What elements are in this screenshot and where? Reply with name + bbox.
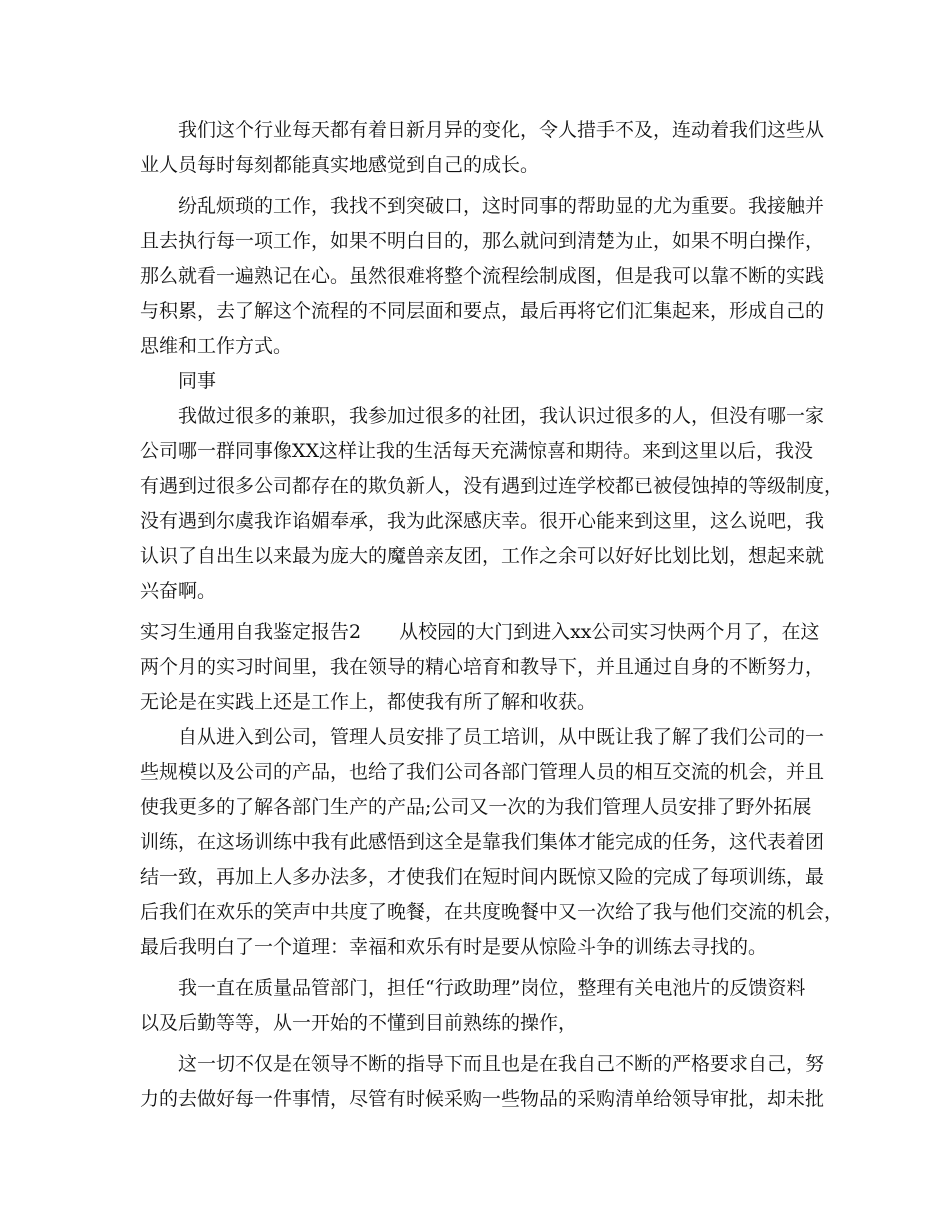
- text-line: 些规模以及公司的产品，也给了我们公司各部门管理人员的相互交流的机会，并且: [140, 761, 825, 783]
- text-line: 那么就看一遍熟记在心。虽然很难将整个流程绘制成图，但是我可以靠不断的实践: [140, 265, 825, 287]
- text-line: 我们这个行业每天都有着日新月异的变化，令人措手不及，连动着我们这些从: [178, 119, 825, 141]
- text-line: 后我们在欢乐的笑声中共度了晚餐，在共度晚餐中又一次给了我与他们交流的机会，: [140, 901, 844, 923]
- text-line: 使我更多的了解各部门生产的产品;公司又一次的为我们管理人员安排了野外拓展: [140, 796, 812, 818]
- section-heading: 同事: [178, 370, 217, 392]
- text-line: 我做过很多的兼职，我参加过很多的社团，我认识过很多的人，但没有哪一家: [178, 405, 825, 427]
- text-line: 兴奋啊。: [140, 580, 217, 602]
- report-title-line: 实习生通用自我鉴定报告2 从校园的大门到进入xx公司实习快两个月了，在这: [140, 621, 820, 643]
- text-line: 训练，在这场训练中我有此感悟到这全是靠我们集体才能完成的任务，这代表着团: [140, 831, 825, 853]
- text-line: 以及后勤等等，从一开始的不懂到目前熟练的操作，: [140, 1012, 578, 1034]
- text-line: 与积累，去了解这个流程的不同层面和要点，最后再将它们汇集起来，形成自己的: [140, 300, 825, 322]
- text-line: 力的去做好每一件事情，尽管有时候采购一些物品的采购清单给领导审批，却未批: [140, 1088, 825, 1110]
- text-line: 最后我明白了一个道理：幸福和欢乐有时是要从惊险斗争的训练去寻找的。: [140, 936, 768, 958]
- text-line: 认识了自出生以来最为庞大的魔兽亲友团，工作之余可以好好比划比划，想起来就: [140, 545, 825, 567]
- text-line: 这一切不仅是在领导不断的指导下而且也是在我自己不断的严格要求自己，努: [178, 1053, 825, 1075]
- text-line: 两个月的实习时间里，我在领导的精心培育和教导下，并且通过自身的不断努力，: [140, 656, 825, 678]
- text-line: 无论是在实践上还是工作上，都使我有所了解和收获。: [140, 691, 597, 713]
- text-line: 有遇到过很多公司都存在的欺负新人，没有遇到过连学校都已被侵蚀掉的等级制度，: [140, 475, 844, 497]
- text-line: 且去执行每一项工作，如果不明白目的，那么就问到清楚为止，如果不明白操作，: [140, 230, 825, 252]
- text-line: 业人员每时每刻都能真实地感觉到自己的成长。: [140, 154, 540, 176]
- text-line: 自从进入到公司，管理人员安排了员工培训，从中既让我了解了我们公司的一: [178, 726, 825, 748]
- text-line: 没有遇到尔虞我诈谄媚奉承，我为此深感庆幸。很开心能来到这里，这么说吧，我: [140, 510, 825, 532]
- text-line: 公司哪一群同事像XX这样让我的生活每天充满惊喜和期待。来到这里以后，我没: [140, 440, 814, 462]
- text-line: 思维和工作方式。: [140, 335, 293, 357]
- text-line: 纷乱烦琐的工作，我找不到突破口，这时同事的帮助显的尤为重要。我接触并: [178, 195, 825, 217]
- text-line: 结一致，再加上人多办法多，才使我们在短时间内既惊又险的完成了每项训练，最: [140, 866, 825, 888]
- text-line: 我一直在质量品管部门，担任“行政助理”岗位，整理有关电池片的反馈资料: [178, 977, 806, 999]
